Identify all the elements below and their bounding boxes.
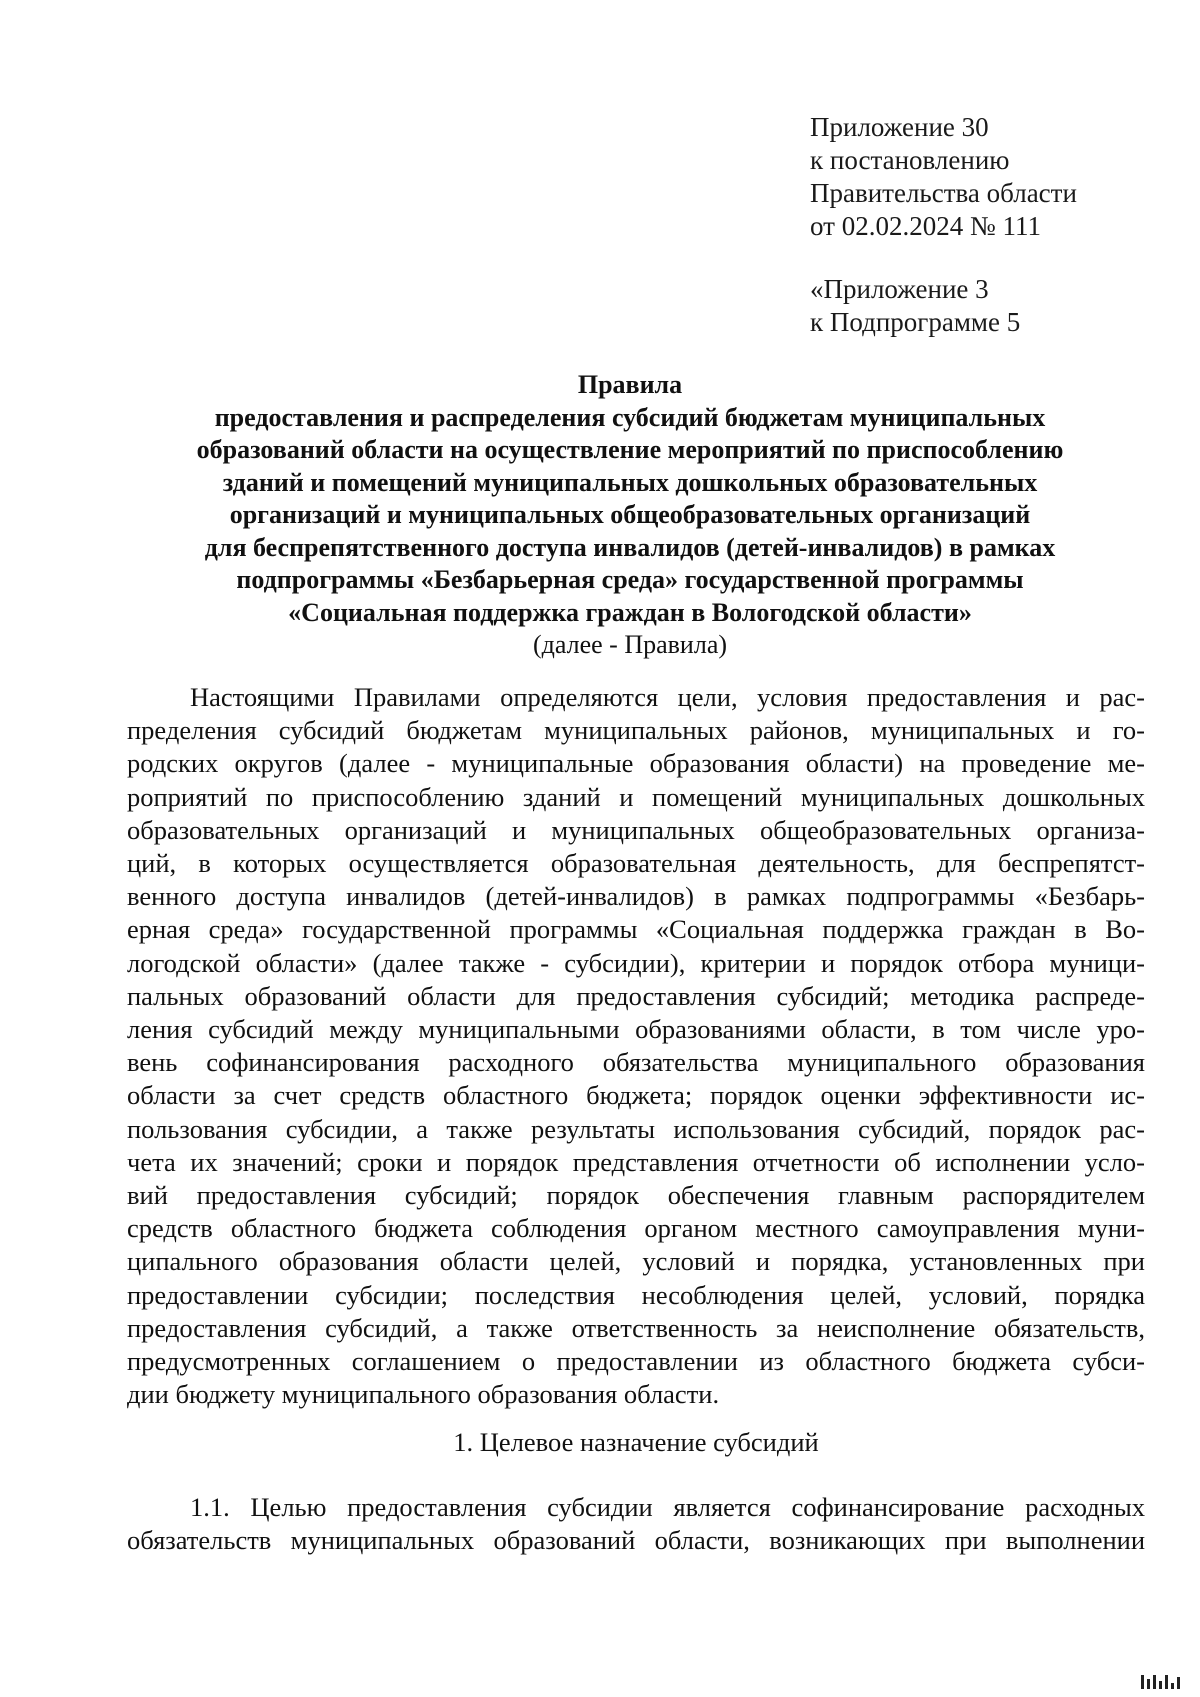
paragraph-line: ерная среда» государственной программы «Социальная поддержка граждан в Во- bbox=[127, 914, 1145, 945]
title-line: «Социальная поддержка граждан в Вологодской области» bbox=[288, 597, 972, 627]
paragraph-line: пределения субсидий бюджетам муниципальных районов, муниципальных и го- bbox=[127, 715, 1145, 746]
paragraph-line: образовательных организаций и муниципальных общеобразовательных организа- bbox=[127, 814, 1145, 845]
appendix-line: к постановлению bbox=[810, 145, 1010, 175]
paragraph-line: пальных образований области для предоставления субсидий; методика распреде- bbox=[127, 980, 1145, 1011]
appendix-line: Правительства области bbox=[810, 178, 1077, 208]
paragraph-line: пользования субсидии, а также результаты использования субсидий, порядок рас- bbox=[127, 1113, 1145, 1144]
title-line: зданий и помещений муниципальных дошкольных образовательных bbox=[222, 467, 1038, 497]
paragraph-line: дии бюджету муниципального образования области. bbox=[127, 1379, 720, 1410]
title-line: для беспрепятственного доступа инвалидов (детей-инвалидов) в рамках bbox=[204, 532, 1056, 562]
paragraph-line: ций, в которых осуществляется образовательная деятельность, для беспрепятст- bbox=[127, 848, 1145, 879]
paragraph-line: 1.1. Целью предоставления субсидии является софинансирование расходных bbox=[190, 1492, 1145, 1522]
paragraph-line: предусмотренных соглашением о предоставлении из областного бюджета субси- bbox=[127, 1346, 1145, 1377]
paragraph-line: роприятий по приспособлению зданий и помещений муниципальных дошкольных bbox=[127, 781, 1145, 812]
appendix-reference bbox=[810, 111, 1077, 243]
sub-appendix-line: к Подпрограмме 5 bbox=[810, 307, 1021, 337]
paragraph-line: ципального образования области целей, условий и порядка, установленных при bbox=[127, 1246, 1145, 1277]
title-line: предоставления и распределения субсидий бюджетам муниципальных bbox=[214, 402, 1046, 432]
sub-appendix-reference bbox=[810, 273, 1020, 339]
paragraph-line: вень софинансирования расходного обязательства муниципального образования bbox=[127, 1047, 1145, 1078]
paragraph-line: предоставления субсидий, а также ответственность за неисполнение обязательств, bbox=[127, 1312, 1145, 1343]
appendix-line: Приложение 30 bbox=[810, 112, 989, 142]
intro-paragraph bbox=[127, 681, 1145, 1411]
paragraph-line: Настоящими Правилами определяются цели, условия предоставления и рас- bbox=[190, 682, 1145, 712]
paragraph-line: области за счет средств областного бюджета; порядок оценки эффективности ис- bbox=[127, 1080, 1145, 1111]
paragraph-line: предоставлении субсидии; последствия несоблюдения целей, условий, порядка bbox=[127, 1279, 1145, 1310]
paragraph-line: ления субсидий между муниципальными образованиями области, в том числе уро- bbox=[127, 1014, 1145, 1045]
title-heading: Правила bbox=[577, 370, 683, 399]
sub-appendix-line: «Приложение 3 bbox=[810, 274, 989, 304]
paragraph-line: чета их значений; сроки и порядок представления отчетности об исполнении усло- bbox=[127, 1146, 1145, 1177]
paragraph-line: венного доступа инвалидов (детей-инвалидов) в рамках подпрограммы «Безбарь- bbox=[127, 881, 1145, 912]
document-title bbox=[140, 369, 1120, 662]
title-line: организаций и муниципальных общеобразовательных организаций bbox=[229, 500, 1031, 529]
title-note: (далее - Правила) bbox=[532, 630, 728, 659]
paragraph-line: средств областного бюджета соблюдения органом местного самоуправления муни- bbox=[127, 1213, 1145, 1244]
paragraph-line: логодской области» (далее также - субсидии), критерии и порядок отбора муници- bbox=[127, 947, 1145, 978]
paragraph-line: обязательств муниципальных образований области, возникающих при выполнении bbox=[127, 1525, 1145, 1556]
title-line: подпрограммы «Безбарьерная среда» государственной программы bbox=[236, 565, 1024, 594]
title-line: образований области на осуществление мероприятий по приспособлению bbox=[196, 435, 1064, 464]
appendix-line: от 02.02.2024 № 111 bbox=[810, 211, 1041, 241]
scan-barcode-marks bbox=[1141, 1675, 1180, 1689]
clause-1-1 bbox=[127, 1491, 1145, 1557]
paragraph-line: вий предоставления субсидий; порядок обеспечения главным распорядителем bbox=[127, 1180, 1145, 1211]
section-heading: 1. Целевое назначение субсидий bbox=[453, 1427, 819, 1457]
paragraph-line: родских округов (далее - муниципальные образования области) на проведение ме- bbox=[127, 748, 1145, 779]
